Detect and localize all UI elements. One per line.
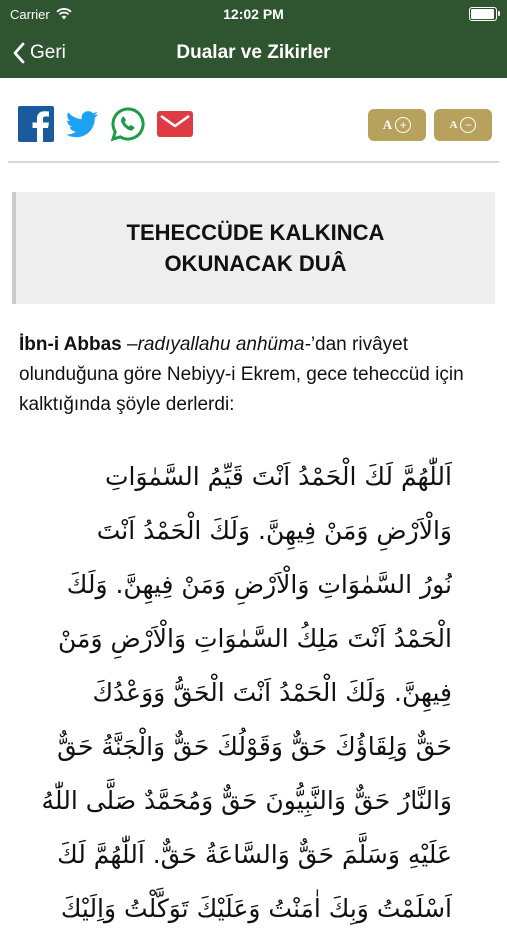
font-increase-button[interactable]	[368, 109, 426, 141]
facebook-share-button[interactable]	[18, 106, 54, 142]
carrier-info	[10, 7, 72, 22]
arabic-line: نُورُ السَّمٰوَاتِ وَالْاَرْضِ وَمَنْ فِيهِنَّ. وَلَكَ	[66, 570, 452, 599]
intro-paragraph	[19, 330, 489, 420]
arabic-line: الْحَمْدُ اَنْتَ مَلِكُ السَّمٰوَاتِ وَالْاَرْضِ وَمَنْ	[58, 624, 452, 653]
nav-title: Dualar ve Zikirler	[176, 42, 331, 63]
arabic-line: وَالنَّارُ حَقٌّ وَالنَّبِيُّونَ حَقٌّ وَمُحَمَّدٌ صَلَّى اللّٰهُ	[41, 786, 452, 815]
chevron-left-icon	[12, 41, 26, 65]
navigation-bar	[0, 28, 507, 78]
honorific-phrase: radıyallahu anhüma-	[137, 334, 311, 355]
arabic-line: فِيهِنَّ. وَلَكَ الْحَمْدُ اَنْتَ الْحَقُّ وَوَعْدُكَ	[92, 678, 452, 707]
status-bar	[0, 0, 507, 28]
arabic-line: عَلَيْهِ وَسَلَّمَ حَقٌّ وَالسَّاعَةُ حَقٌّ. اَللّٰهُمَّ لَكَ	[57, 840, 452, 869]
battery-icon	[469, 7, 497, 21]
narrator-name: İbn-i Abbas	[19, 334, 122, 355]
wifi-icon	[56, 8, 72, 20]
font-decrease-label: A	[449, 119, 458, 131]
twitter-share-button[interactable]	[64, 106, 100, 142]
mail-icon	[156, 106, 194, 142]
arabic-line: حَقٌّ وَلِقَاؤُكَ حَقٌّ وَقَوْلُكَ حَقٌّ وَالْجَنَّةُ حَقٌّ	[57, 732, 452, 761]
plus-circle-icon: +	[395, 117, 411, 133]
battery-level	[471, 9, 494, 19]
article-title: TEHECCÜDE KALKINCA OKUNACAK DUÂ	[126, 220, 385, 276]
arabic-line: وَالْاَرْضِ وَمَنْ فِيهِنَّ. وَلَكَ الْحَمْدُ اَنْتَ	[96, 516, 452, 545]
share-toolbar	[0, 78, 507, 162]
whatsapp-icon	[110, 106, 146, 142]
article-title-box	[12, 192, 495, 304]
mail-share-button[interactable]	[156, 106, 192, 142]
minus-circle-icon: −	[460, 117, 476, 133]
toolbar-divider	[8, 161, 499, 163]
arabic-line: اَللّٰهُمَّ لَكَ الْحَمْدُ اَنْتَ قَيِّمُ السَّمٰوَاتِ	[105, 462, 452, 491]
arabic-prayer-text	[40, 450, 452, 936]
intro-text: ’dan rivâyet olunduğuna göre Nebiyy-i Ekrem, gece teheccüd için kalktığında şöyle derlerdi:	[19, 334, 464, 415]
back-button[interactable]	[12, 28, 66, 78]
facebook-icon	[18, 106, 54, 142]
intro-dash: –	[121, 334, 138, 355]
status-time: 12:02 PM	[223, 6, 284, 22]
arabic-line: اَسْلَمْتُ وَبِكَ اٰمَنْتُ وَعَلَيْكَ تَوَكَّلْتُ وَاِلَيْكَ	[60, 894, 452, 923]
twitter-icon	[64, 106, 100, 142]
font-decrease-button[interactable]	[434, 109, 492, 141]
font-increase-label: A	[382, 117, 393, 132]
carrier-label: Carrier	[10, 6, 50, 22]
back-label: Geri	[30, 42, 66, 63]
whatsapp-share-button[interactable]	[110, 106, 146, 142]
